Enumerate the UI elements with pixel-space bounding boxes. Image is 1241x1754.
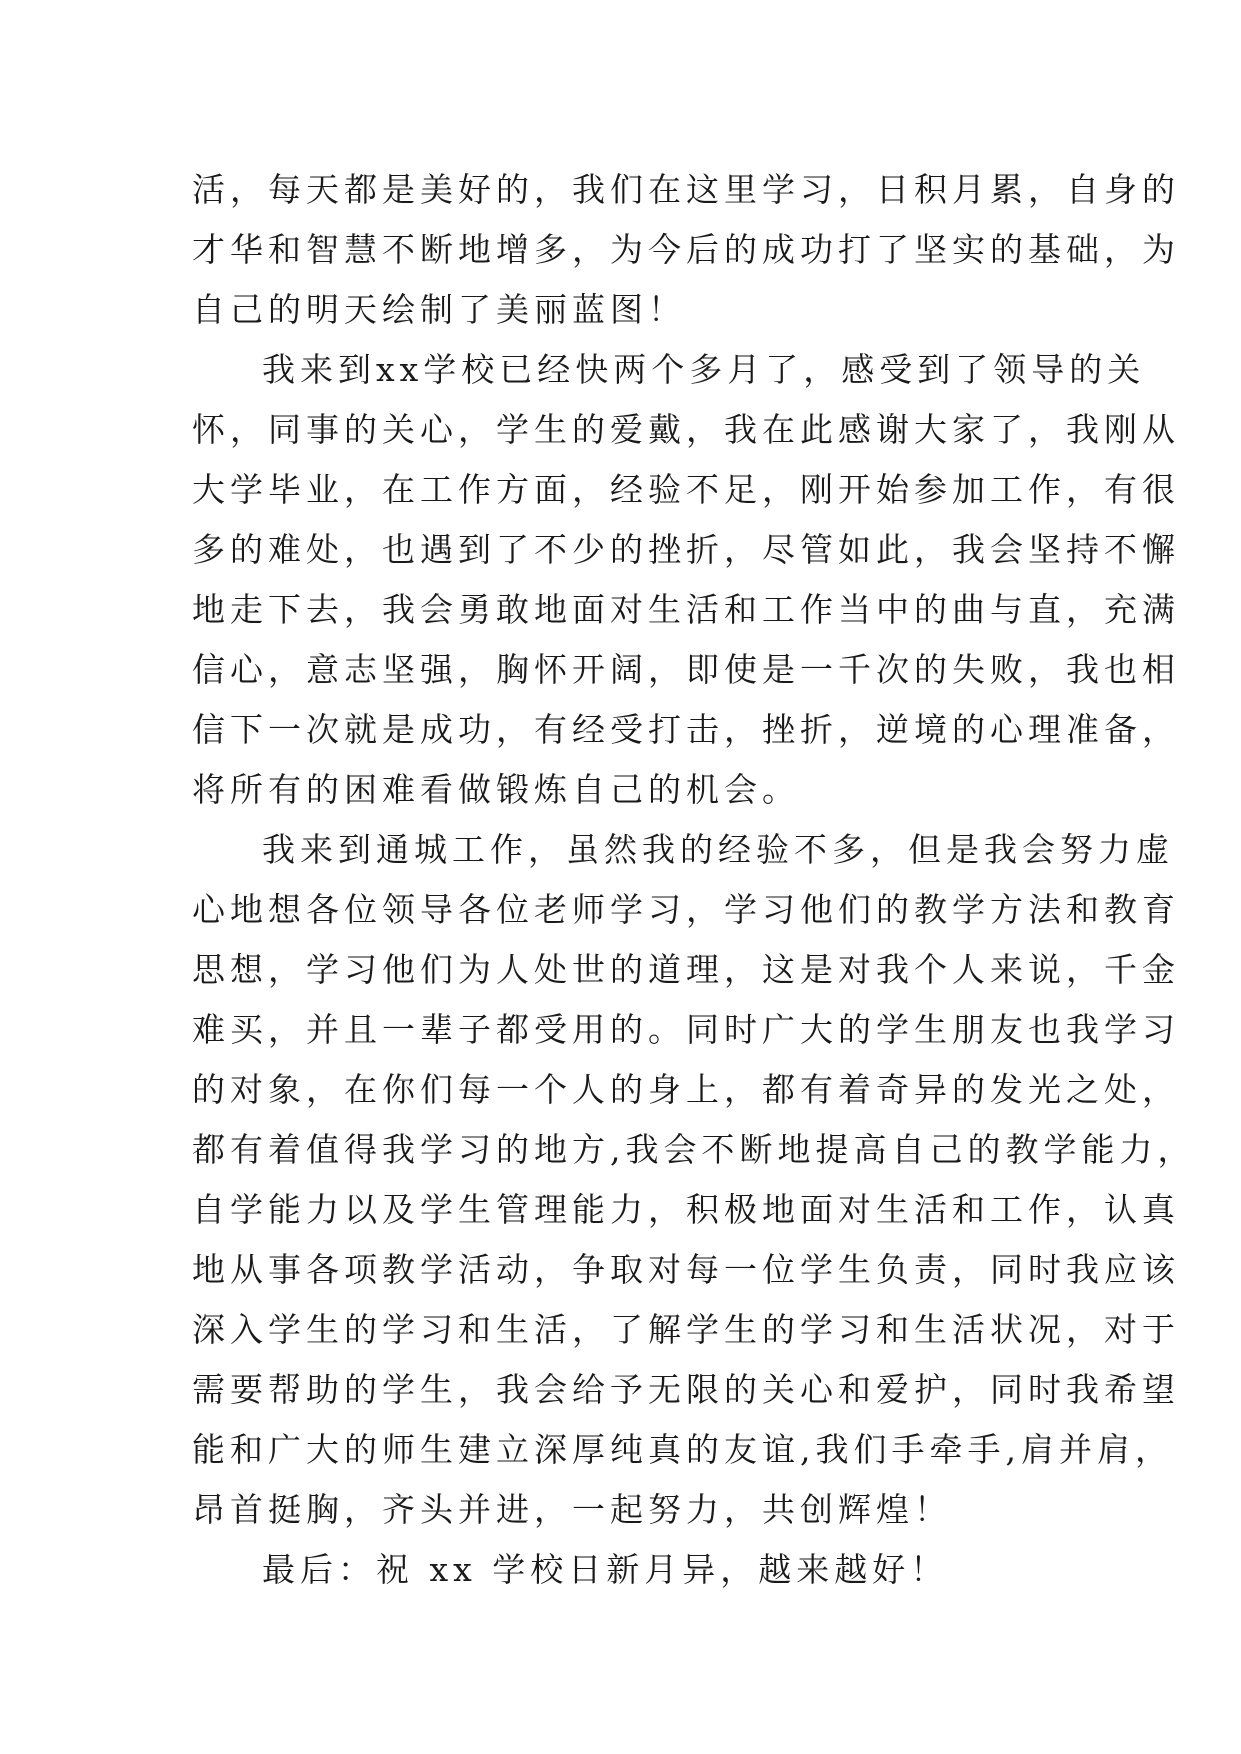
text-line: 需 要 帮 助 的 学 生 ， 我 会 给 予 无 限 的 关 心 和 爱 护 ， 同 时 我 希 望 xyxy=(192,1370,1180,1409)
text-line: 才 华 和 智 慧 不 断 地 增 多 ， 为 今 后 的 成 功 打 了 坚 实 的 基 础 ， 为 xyxy=(192,230,1180,269)
text-line: 最后：祝 xx 学校日新月异，越来越好！ xyxy=(262,1550,949,1589)
text-line: 地 走 下 去 ， 我 会 勇 敢 地 面 对 生 活 和 工 作 当 中 的 曲 与 直 ， 充 满 xyxy=(192,590,1180,629)
text-line: 自 学 能 力 以 及 学 生 管 理 能 力 ， 积 极 地 面 对 生 活 和 工 作 ， 认 真 xyxy=(192,1190,1180,1229)
text-line: 昂首挺胸，齐头并进，一起努力，共创辉煌！ xyxy=(192,1490,952,1529)
document-body xyxy=(192,160,1196,1600)
text-line: 心 地 想 各 位 领 导 各 位 老 师 学 习 ， 学 习 他 们 的 教 学 方 法 和 教 育 xyxy=(192,890,1180,929)
paragraph xyxy=(192,160,1180,340)
text-line: 怀 ， 同 事 的 关 心 ， 学 生 的 爱 戴 ， 我 在 此 感 谢 大 家 了 ， 我 刚 从 xyxy=(192,410,1180,449)
text-line: 我 来 到 通 城 工 作 ， 虽 然 我 的 经 验 不 多 ， 但 是 我 会 努 力 虚 xyxy=(262,830,1174,869)
text-line: 地 从 事 各 项 教 学 活 动 ， 争 取 对 每 一 位 学 生 负 责 ， 同 时 我 应 该 xyxy=(192,1250,1180,1289)
text-line: 大 学 毕 业 ， 在 工 作 方 面 ， 经 验 不 足 ， 刚 开 始 参 加 工 作 ， 有 很 xyxy=(192,470,1180,509)
text-line: 难 买 ， 并 且 一 辈 子 都 受 用 的 。 同 时 广 大 的 学 生 朋 友 也 我 学 习 xyxy=(192,1010,1180,1049)
paragraph xyxy=(192,1540,1072,1600)
text-line: 多 的 难 处 ， 也 遇 到 了 不 少 的 挫 折 ， 尽 管 如 此 ， 我 会 坚 持 不 懈 xyxy=(192,530,1180,569)
text-line: 深 入 学 生 的 学 习 和 生 活 ， 了 解 学 生 的 学 习 和 生 活 状 况 ， 对 于 xyxy=(192,1310,1180,1349)
text-line: 自己的明天绘制了美丽蓝图！ xyxy=(192,290,686,329)
text-line: 活 ， 每 天 都 是 美 好 的 ， 我 们 在 这 里 学 习 ， 日 积 月 累 ， 自 身 的 xyxy=(192,170,1180,209)
text-line: 我 来 到 x x 学 校 已 经 快 两 个 多 月 了 ， 感 受 到 了 领 导 的 关 xyxy=(262,350,1146,389)
text-line: 都 有 着 值 得 我 学 习 的 地 方 , 我 会 不 断 地 提 高 自 己 的 教 学 能 力 ， xyxy=(192,1130,1196,1169)
paragraph xyxy=(192,340,1180,820)
text-line: 信 下 一 次 就 是 成 功 ， 有 经 受 打 击 ， 挫 折 ， 逆 境 的 心 理 准 备 ， xyxy=(192,710,1180,749)
text-line: 能 和 广 大 的 师 生 建 立 深 厚 纯 真 的 友 谊 , 我 们 手 牵 手 , 肩 并 肩 ， xyxy=(192,1430,1173,1469)
paragraph xyxy=(192,820,1196,1540)
text-line: 将所有的困难看做锻炼自己的机会。 xyxy=(192,770,800,809)
text-line: 的 对 象 ， 在 你 们 每 一 个 人 的 身 上 ， 都 有 着 奇 异 的 发 光 之 处 ， xyxy=(192,1070,1180,1109)
text-line: 信 心 ， 意 志 坚 强 ， 胸 怀 开 阔 ， 即 使 是 一 千 次 的 失 败 ， 我 也 相 xyxy=(192,650,1180,689)
text-line: 思 想 ， 学 习 他 们 为 人 处 世 的 道 理 ， 这 是 对 我 个 人 来 说 ， 千 金 xyxy=(192,950,1180,989)
